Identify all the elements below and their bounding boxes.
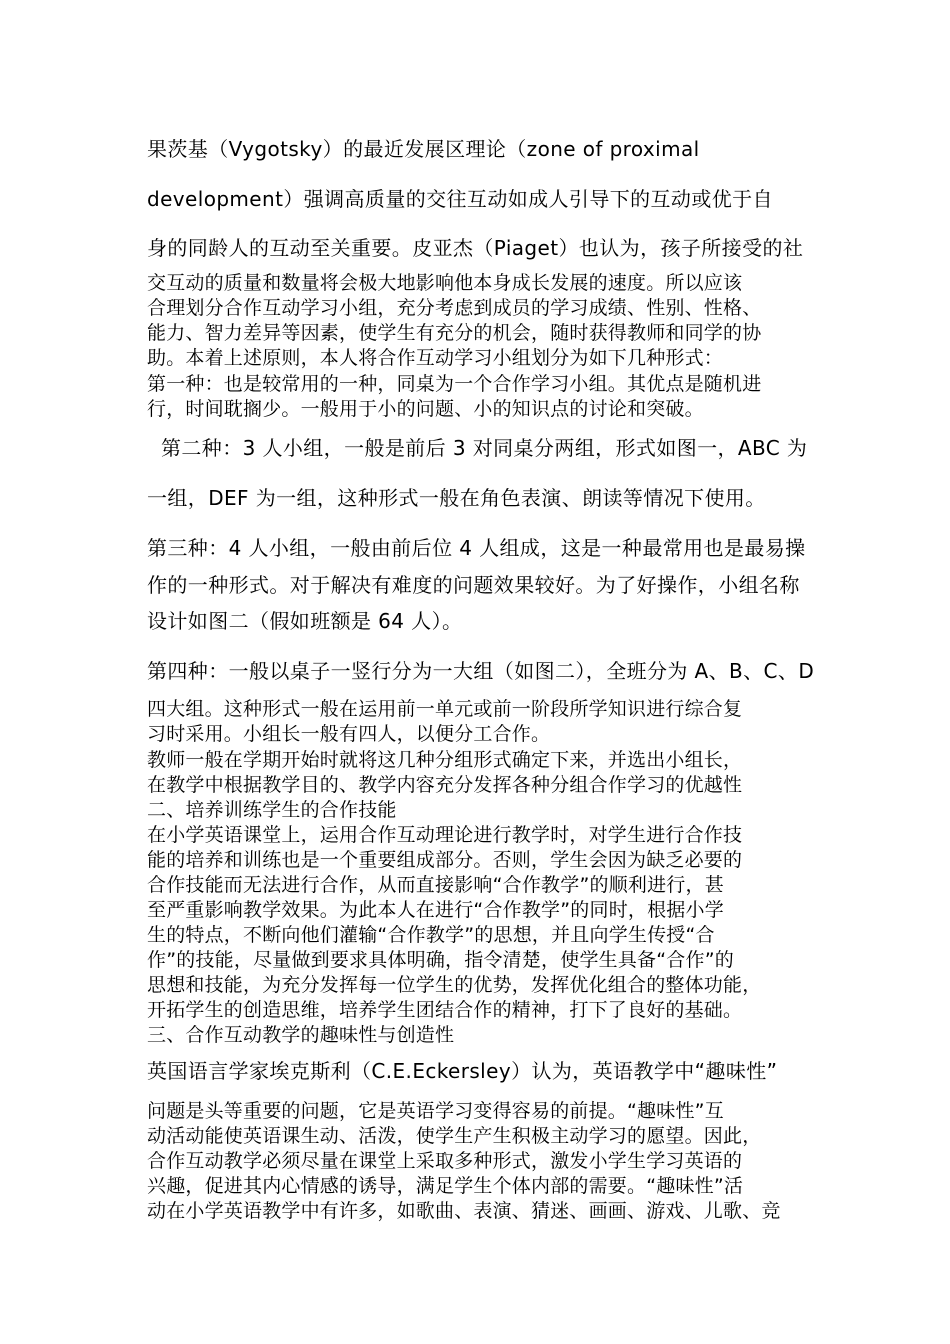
text-line: 助。本着上述原则，本人将合作互动学习小组划分为如下几种形式： [147,347,724,369]
text-line: 能的培养和训练也是一个重要组成部分。否则，学生会因为缺乏必要的 [147,849,743,871]
text-line: 习时采用。小组长一般有四人，以便分工合作。 [147,723,551,745]
text-line: 在小学英语课堂上，运用合作互动理论进行教学时，对学生进行合作技 [147,824,743,846]
text-line: 生的特点，不断向他们灌输“合作教学”的思想，并且向学生传授“合 [147,924,715,946]
text-line: 英国语言学家埃克斯利（C.E.Eckersley）认为，英语教学中“趣味性” [147,1059,778,1083]
text-line: 果茨基（Vygotsky）的最近发展区理论（zone of proximal [147,137,700,161]
section-heading: 三、合作互动教学的趣味性与创造性 [147,1024,455,1046]
text-line: 作的一种形式。对于解决有难度的问题效果较好。为了好操作，小组名称 [147,573,800,597]
text-line: 兴趣，促进其内心情感的诱导，满足学生个体内部的需要。“趣味性”活 [147,1175,744,1197]
text-line: 一组，DEF 为一组，这种形式一般在角色表演、朗读等情况下使用。 [147,486,766,510]
text-line: 第四种：一般以桌子一竖行分为一大组（如图二），全班分为 A、B、C、D [147,659,815,683]
text-line: 思想和技能，为充分发挥每一位学生的优势，发挥优化组合的整体功能， [147,974,762,996]
text-line: 身的同龄人的互动至关重要。皮亚杰（Piaget）也认为，孩子所接受的社 [147,236,804,260]
text-line: 合作技能而无法进行合作，从而直接影响“合作教学”的顺利进行，甚 [147,874,724,896]
text-line: 动活动能使英语课生动、活泼，使学生产生积极主动学习的愿望。因此， [147,1125,762,1147]
text-line: 第二种：3 人小组，一般是前后 3 对同桌分两组，形式如图一，ABC 为 [161,436,808,460]
text-line: 开拓学生的创造思维，培养学生团结合作的精神，打下了良好的基础。 [147,999,743,1021]
text-line: 问题是头等重要的问题，它是英语学习变得容易的前提。“趣味性”互 [147,1100,724,1122]
text-line: 作”的技能，尽量做到要求具体明确，指令清楚，使学生具备“合作”的 [147,949,734,971]
text-line: 至严重影响教学效果。为此本人在进行“合作教学”的同时，根据小学 [147,899,724,921]
text-line: 第一种：也是较常用的一种，同桌为一个合作学习小组。其优点是随机进 [147,373,762,395]
text-line: development）强调高质量的交往互动如成人引导下的互动或优于自 [147,187,773,211]
text-line: 第三种：4 人小组，一般由前后位 4 人组成，这是一种最常用也是最易操 [147,536,806,560]
text-line: 在教学中根据教学目的、教学内容充分发挥各种分组合作学习的优越性 [147,774,743,796]
text-line: 合作互动教学必须尽量在课堂上采取多种形式，激发小学生学习英语的 [147,1150,743,1172]
text-line: 交互动的质量和数量将会极大地影响他本身成长发展的速度。所以应该 [147,272,743,294]
text-line: 设计如图二（假如班额是 64 人）。 [147,609,463,633]
text-line: 四大组。这种形式一般在运用前一单元或前一阶段所学知识进行综合复 [147,698,743,720]
text-line: 动在小学英语教学中有许多，如歌曲、表演、猜迷、画画、游戏、儿歌、竞 [147,1200,781,1222]
text-line: 行，时间耽搁少。一般用于小的问题、小的知识点的讨论和突破。 [147,398,704,420]
text-line: 合理划分合作互动学习小组，充分考虑到成员的学习成绩、性别、性格、 [147,297,762,319]
text-line: 能力、智力差异等因素，使学生有充分的机会，随时获得教师和同学的协 [147,322,762,344]
section-heading: 二、培养训练学生的合作技能 [147,799,397,821]
text-line: 教师一般在学期开始时就将这几种分组形式确定下来，并选出小组长， [147,749,743,771]
